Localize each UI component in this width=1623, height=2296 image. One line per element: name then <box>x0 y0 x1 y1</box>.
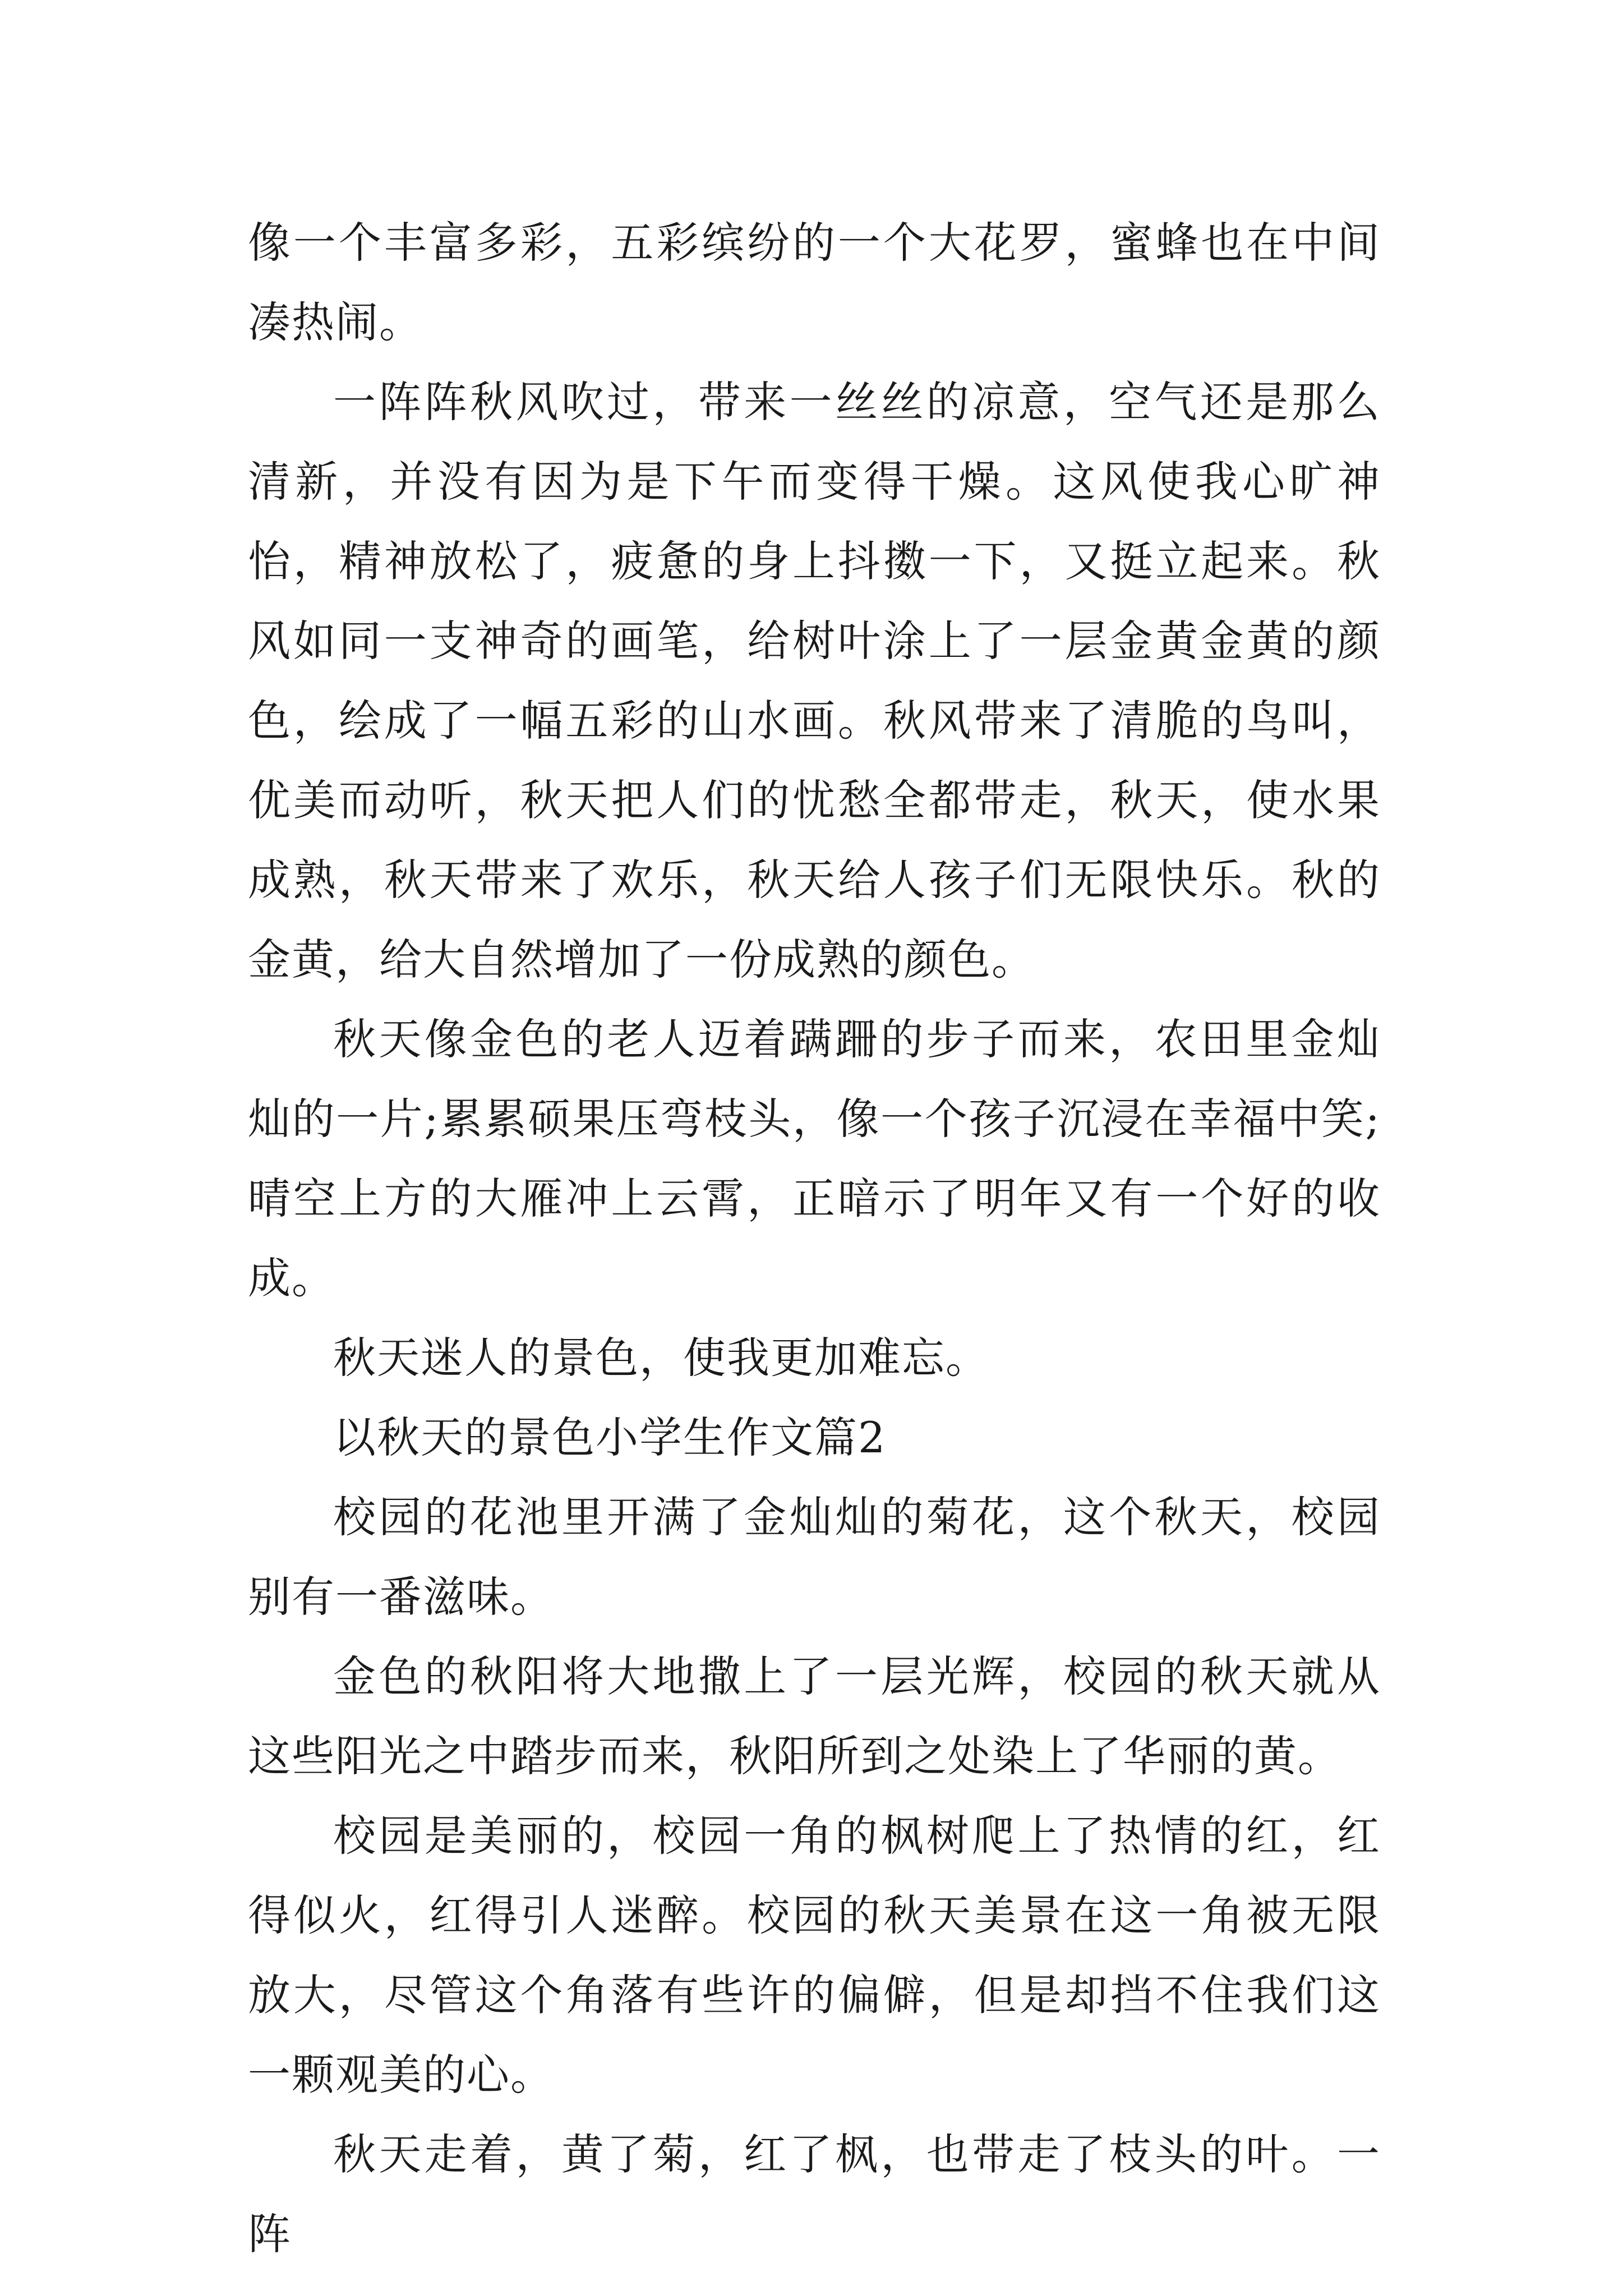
paragraph-2: 一阵阵秋风吹过，带来一丝丝的凉意，空气还是那么清新，并没有因为是下午而变得干燥。这风使我心旷神怡，精神放松了，疲惫的身上抖擞一下，又挺立起来。秋风如同一支神奇的画笔，给树叶涂上了一层金黄金黄的颜色，绘成了一幅五彩的山水画。秋风带来了清脆的鸟叫，优美而动听，秋天把人们的忧愁全都带走，秋天，使水果成熟，秋天带来了欢乐，秋天给人孩子们无限快乐。秋的金黄，给大自然增加了一份成熟的颜色。 <box>248 377 1381 984</box>
paragraph-4: 秋天迷人的景色，使我更加难忘。 <box>333 1333 989 1383</box>
section-heading: 以秋天的景色小学生作文篇2 <box>333 1412 887 1462</box>
paragraph-1: 像一个丰富多彩，五彩缤纷的一个大花罗，蜜蜂也在中间凑热闹。 <box>248 218 1381 347</box>
paragraph-6: 金色的秋阳将大地撒上了一层光辉，校园的秋天就从这些阳光之中踏步而来，秋阳所到之处染上了华丽的黄。 <box>248 1651 1381 1781</box>
article-body <box>248 203 1381 2274</box>
paragraph-5: 校园的花池里开满了金灿灿的菊花，这个秋天，校园别有一番滋味。 <box>248 1492 1381 1622</box>
paragraph-8: 秋天走着，黄了菊，红了枫，也带走了枝头的叶。一阵 <box>248 2129 1381 2259</box>
paragraph-3: 秋天像金色的老人迈着蹒跚的步子而来，农田里金灿灿的一片;累累硕果压弯枝头，像一个孩子沉浸在幸福中笑;晴空上方的大雁冲上云霄，正暗示了明年又有一个好的收成。 <box>248 1014 1381 1303</box>
paragraph-7: 校园是美丽的，校园一角的枫树爬上了热情的红，红得似火，红得引人迷醉。校园的秋天美景在这一角被无限放大，尽管这个角落有些许的偏僻，但是却挡不住我们这一颗观美的心。 <box>248 1811 1381 2100</box>
